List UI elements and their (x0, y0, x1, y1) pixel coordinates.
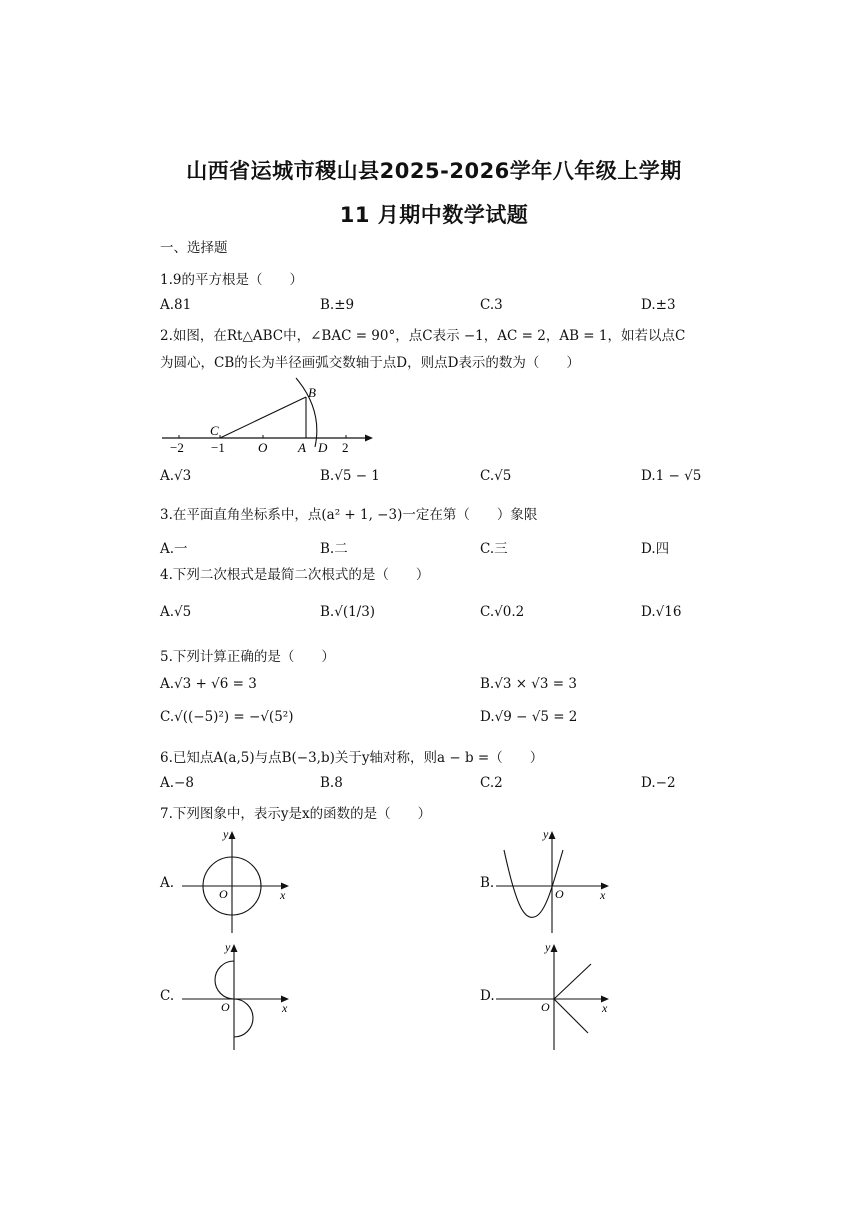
q7-graph-c (172, 938, 297, 1053)
q2-option-c: C.√5 (480, 468, 512, 484)
q2-label-minus1: −1 (211, 440, 225, 455)
q5-option-c: C.√((−5)²) = −√(5²) (160, 709, 294, 725)
q7-graph-d (492, 938, 617, 1053)
q3-option-b: B.二 (320, 541, 348, 557)
q4-option-a: A.√5 (160, 604, 192, 620)
q2-option-b: B.√5 − 1 (320, 468, 380, 484)
q2-label-c: C (210, 423, 219, 438)
q6-option-a: A.−8 (160, 775, 194, 791)
question-2-stem-line1: 2.如图，在Rt△ABC中，∠BAC = 90°，点C表示 −1，AC = 2，AB = 1，如若以点C (160, 328, 686, 344)
svg-text:x: x (602, 1001, 608, 1015)
question-7-stem: 7.下列图象中，表示y是x的函数的是（ ） (160, 806, 432, 822)
q4-option-b: B.√(1/3) (320, 604, 376, 620)
q2-label-a: A (298, 440, 306, 455)
svg-text:y: y (225, 940, 231, 954)
q5-option-a: A.√3 + √6 = 3 (160, 676, 257, 692)
svg-text:x: x (600, 888, 606, 902)
q7-option-a-letter: A. (160, 875, 175, 891)
q6-option-c: C.2 (480, 775, 503, 791)
section-heading: 一、选择题 (160, 240, 228, 256)
q4-option-c: C.√0.2 (480, 604, 525, 620)
q2-option-d: D.1 − √5 (641, 468, 702, 484)
q3-option-a: A.一 (160, 541, 188, 557)
svg-text:y: y (543, 827, 549, 841)
q2-label-b: B (308, 385, 316, 400)
question-6-stem: 6.已知点A(a,5)与点B(−3,b)关于y轴对称，则a − b =（ ） (160, 750, 544, 766)
q2-label-o: O (258, 440, 268, 455)
q2-number-line-figure (158, 375, 383, 455)
q2-option-a: A.√3 (160, 468, 192, 484)
q5-option-d: D.√9 − √5 = 2 (480, 709, 578, 725)
q6-option-d: D.−2 (641, 775, 676, 791)
svg-text:O: O (221, 1000, 230, 1014)
question-2-stem-line2: 为圆心，CB的长为半径画弧交数轴于点D，则点D表示的数为（ ） (160, 355, 580, 371)
question-4-stem: 4.下列二次根式是最简二次根式的是（ ） (160, 567, 430, 583)
q2-label-d: D (318, 440, 328, 455)
q1-option-c: C.3 (480, 297, 503, 313)
page-title-line1: 山西省运城市稷山县2025-2026学年八年级上学期 (186, 159, 682, 183)
question-1-stem: 1.9的平方根是（ ） (160, 272, 303, 288)
q2-label-minus2: −2 (170, 440, 184, 455)
q2-label-2: 2 (342, 440, 349, 455)
svg-text:O: O (541, 1000, 550, 1014)
q7-option-c-letter: C. (160, 988, 175, 1004)
svg-text:y: y (223, 827, 229, 841)
q1-option-a: A.81 (160, 297, 192, 313)
q1-option-d: D.±3 (641, 297, 676, 313)
q7-option-d-letter: D. (480, 988, 495, 1004)
svg-text:x: x (280, 888, 286, 902)
svg-text:O: O (219, 887, 228, 901)
q3-option-d: D.四 (641, 541, 670, 557)
svg-text:x: x (282, 1001, 288, 1015)
q7-option-b-letter: B. (480, 875, 495, 891)
question-3-stem: 3.在平面直角坐标系中，点(a² + 1, −3)一定在第（ ）象限 (160, 507, 538, 523)
page-title-line2: 11 月期中数学试题 (339, 203, 529, 227)
q3-option-c: C.三 (480, 541, 508, 557)
q1-option-b: B.±9 (320, 297, 355, 313)
q4-option-d: D.√16 (641, 604, 682, 620)
q6-option-b: B.8 (320, 775, 343, 791)
svg-text:O: O (555, 887, 564, 901)
q7-graph-b (492, 825, 617, 935)
q5-option-b: B.√3 × √3 = 3 (480, 676, 577, 692)
q7-graph-a (172, 825, 297, 935)
question-5-stem: 5.下列计算正确的是（ ） (160, 649, 335, 665)
svg-text:y: y (545, 940, 551, 954)
